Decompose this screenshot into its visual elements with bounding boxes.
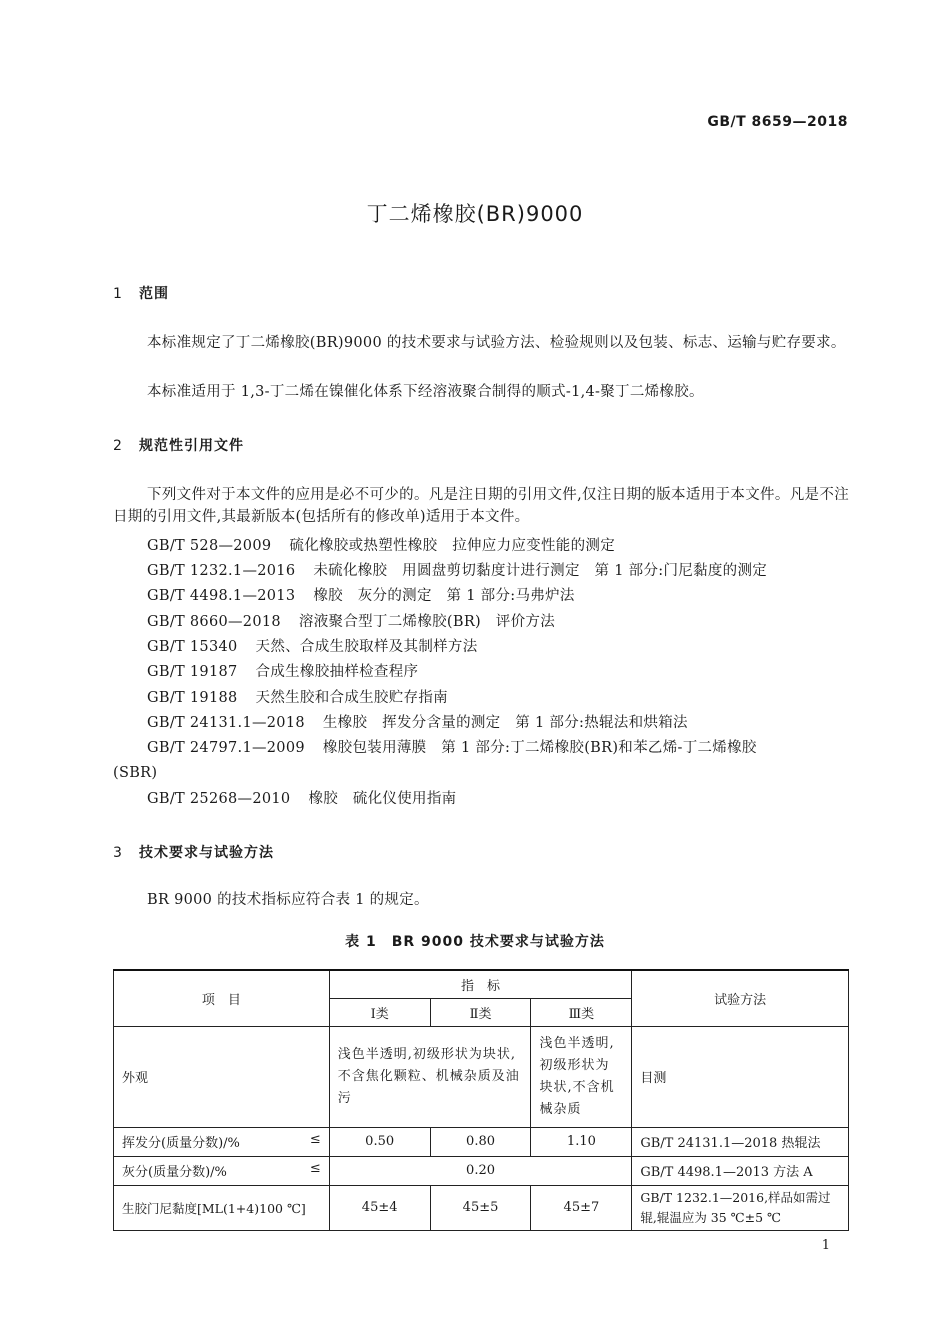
reference-item [147, 661, 849, 683]
reference-item [147, 712, 849, 734]
reference-code: GB/T 15340 [147, 639, 238, 655]
row-method: GB/T 1232.1—2016,样品如需过辊,辊温应为 35 ℃±5 ℃ [632, 1185, 849, 1230]
section-1-paragraph-2: 本标准适用于 1,3-丁二烯在镍催化体系下经溶液聚合制得的顺式-1,4-聚丁二烯橡胶。 [147, 384, 704, 400]
table-header-row [114, 970, 849, 998]
reference-code: GB/T 4498.1—2013 [147, 588, 296, 604]
section-1-paragraph-1: 本标准规定了丁二烯橡胶(BR)9000 的技术要求与试验方法、检验规则以及包装、标志、运输与贮存要求。 [147, 335, 846, 351]
table-row [114, 1127, 849, 1156]
section-3-heading [113, 842, 274, 862]
page-number: 1 [821, 1238, 830, 1253]
standard-code: GB/T 8659—2018 [707, 114, 848, 130]
row-item [114, 1127, 330, 1156]
row-item-symbol: ≤ [309, 1132, 321, 1147]
row-item-symbol: ≤ [309, 1161, 321, 1176]
header-class-1: Ⅰ类 [329, 998, 430, 1026]
section-3-paragraph-1: BR 9000 的技术指标应符合表 1 的规定。 [147, 892, 429, 908]
row-method: 目测 [632, 1026, 849, 1127]
row-item [114, 1156, 330, 1185]
reference-title: 生橡胶 挥发分含量的测定 第 1 部分:热辊法和烘箱法 [322, 715, 688, 731]
reference-title: 橡胶 硫化仪使用指南 [308, 791, 457, 807]
reference-title: 橡胶 灰分的测定 第 1 部分:马弗炉法 [313, 588, 575, 604]
section-2-heading [113, 435, 244, 455]
spec-table [113, 969, 849, 1231]
reference-code: GB/T 19188 [147, 690, 238, 706]
reference-code: GB/T 1232.1—2016 [147, 563, 296, 579]
row-class-3: 45±7 [531, 1185, 632, 1230]
reference-continuation: (SBR) [113, 765, 158, 781]
reference-item [147, 636, 849, 658]
header-item: 项 目 [114, 970, 330, 1026]
reference-code: GB/T 24797.1—2009 [147, 740, 305, 756]
table-row [114, 1185, 849, 1230]
reference-title: 溶液聚合型丁二烯橡胶(BR) 评价方法 [298, 614, 556, 630]
reference-item [147, 737, 849, 759]
reference-code: GB/T 24131.1—2018 [147, 715, 305, 731]
row-method: GB/T 24131.1—2018 热辊法 [632, 1127, 849, 1156]
row-class-2: 45±5 [430, 1185, 531, 1230]
row-class-1-2: 浅色半透明,初级形状为块状,不含焦化颗粒、机械杂质及油污 [329, 1026, 531, 1127]
section-title: 范围 [139, 286, 169, 302]
row-class-1: 45±4 [329, 1185, 430, 1230]
reference-title: 橡胶包装用薄膜 第 1 部分:丁二烯橡胶(BR)和苯乙烯-丁二烯橡胶 [322, 740, 757, 756]
section-number: 1 [113, 286, 123, 302]
row-all-classes: 0.20 [329, 1156, 632, 1185]
reference-item [147, 788, 849, 810]
table-caption: 表 1 BR 9000 技术要求与试验方法 [345, 934, 605, 950]
reference-item [147, 585, 849, 607]
reference-code: GB/T 528—2009 [147, 538, 272, 554]
reference-title: 天然、合成生胶取样及其制样方法 [255, 639, 478, 655]
table-row [114, 1156, 849, 1185]
row-class-3: 1.10 [531, 1127, 632, 1156]
reference-item [147, 687, 849, 709]
row-item: 外观 [114, 1026, 330, 1127]
reference-item [147, 560, 849, 582]
header-class-2: Ⅱ类 [430, 998, 531, 1026]
section-number: 2 [113, 438, 123, 454]
header-indicator: 指 标 [329, 970, 632, 998]
reference-title: 合成生橡胶抽样检查程序 [255, 664, 419, 680]
row-class-1: 0.50 [329, 1127, 430, 1156]
reference-code: GB/T 25268—2010 [147, 791, 291, 807]
row-item: 生胶门尼黏度[ML(1+4)100 ℃] [114, 1185, 330, 1230]
section-2-paragraph-1: 下列文件对于本文件的应用是必不可少的。凡是注日期的引用文件,仅注日期的版本适用于本文件。凡是不注日期的引用文件,其最新版本(包括所有的修改单)适用于本文件。 [113, 487, 849, 525]
reference-title: 未硫化橡胶 用圆盘剪切黏度计进行测定 第 1 部分:门尼黏度的测定 [313, 563, 768, 579]
row-item-label: 挥发分(质量分数)/% [122, 1136, 240, 1151]
reference-item [147, 535, 849, 557]
row-method: GB/T 4498.1—2013 方法 A [632, 1156, 849, 1185]
section-number: 3 [113, 845, 123, 861]
reference-title: 硫化橡胶或热塑性橡胶 拉伸应力应变性能的测定 [289, 538, 615, 554]
table-row [114, 1026, 849, 1127]
reference-code: GB/T 19187 [147, 664, 238, 680]
row-class-3: 浅色半透明,初级形状为块状,不含机械杂质 [531, 1026, 632, 1127]
row-item-label: 灰分(质量分数)/% [122, 1165, 227, 1180]
section-title: 技术要求与试验方法 [139, 845, 274, 861]
reference-code: GB/T 8660—2018 [147, 614, 281, 630]
section-1-heading [113, 283, 169, 303]
header-class-3: Ⅲ类 [531, 998, 632, 1026]
row-class-2: 0.80 [430, 1127, 531, 1156]
document-title: 丁二烯橡胶(BR)9000 [366, 202, 584, 226]
section-title: 规范性引用文件 [139, 438, 244, 454]
header-method: 试验方法 [632, 970, 849, 1026]
reference-item [147, 611, 849, 633]
reference-title: 天然生胶和合成生胶贮存指南 [255, 690, 448, 706]
